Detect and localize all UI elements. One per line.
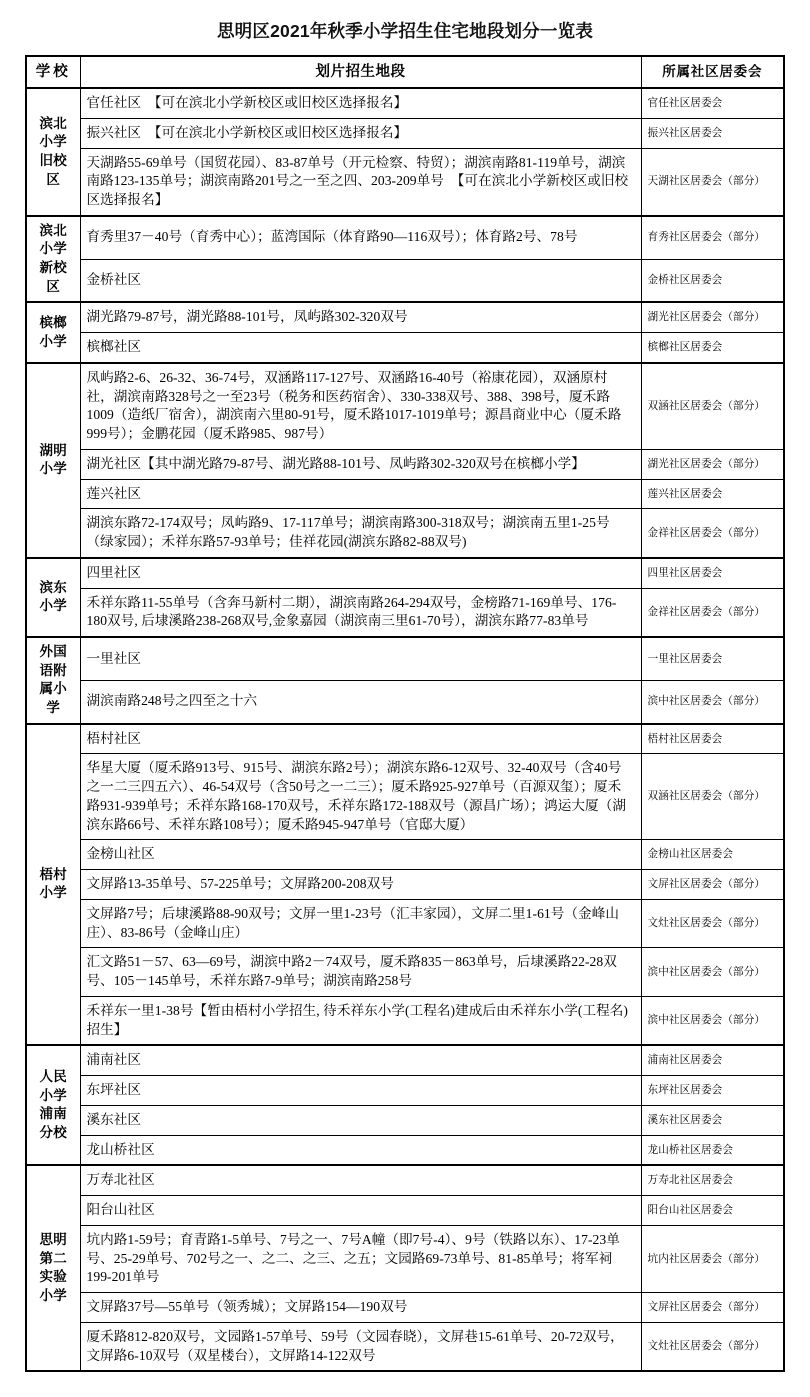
table-row xyxy=(26,118,784,148)
enrollment-zone-cell: 育秀里37－40号（育秀中心）；蓝湾国际（体育路90—116双号）；体育路2号、78号 xyxy=(80,216,641,259)
community-committee-cell: 湖光社区居委会（部分） xyxy=(641,449,784,479)
enrollment-zone-cell: 四里社区 xyxy=(80,558,641,588)
enrollment-zone-cell: 槟榔社区 xyxy=(80,333,641,363)
table-row xyxy=(26,840,784,870)
community-committee-cell: 振兴社区居委会 xyxy=(641,118,784,148)
community-committee-cell: 金榜山社区居委会 xyxy=(641,840,784,870)
school-name-cell: 滨东小学 xyxy=(26,558,80,637)
table-row xyxy=(26,588,784,637)
school-name-cell: 外国语附属小学 xyxy=(26,637,80,724)
enrollment-zone-cell: 金榜山社区 xyxy=(80,840,641,870)
school-name-cell: 人民小学浦南分校 xyxy=(26,1045,80,1165)
enrollment-zone-cell: 文屏路7号；后埭溪路88-90双号；文屏一里1-23号（汇丰家园），文屏二里1-61号（金峰山庄）、83-86号（金峰山庄） xyxy=(80,899,641,948)
table-row xyxy=(26,680,784,723)
community-committee-cell: 四里社区居委会 xyxy=(641,558,784,588)
school-name-cell: 思明第二实验小学 xyxy=(26,1165,80,1371)
enrollment-zone-cell: 湖滨南路248号之四至之十六 xyxy=(80,680,641,723)
table-row xyxy=(26,1135,784,1165)
community-committee-cell: 育秀社区居委会（部分） xyxy=(641,216,784,259)
enrollment-zone-cell: 湖光社区【其中湖光路79-87号、湖光路88-101号、凤屿路302-320双号在槟榔小学】 xyxy=(80,449,641,479)
enrollment-zone-cell: 官任社区 【可在滨北小学新校区或旧校区选择报名】 xyxy=(80,88,641,118)
enrollment-zone-cell: 一里社区 xyxy=(80,637,641,680)
enrollment-zone-cell: 文屏路37号—55单号（领秀城）；文屏路154—190双号 xyxy=(80,1293,641,1323)
enrollment-zone-cell: 浦南社区 xyxy=(80,1045,641,1075)
enrollment-zone-cell: 湖滨东路72-174双号；凤屿路9、17-117单号；湖滨南路300-318双号；湖滨南五里1-25号（绿家园）；禾祥东路57-93单号；佳祥花园(湖滨东路82-88双号) xyxy=(80,509,641,558)
enrollment-zone-cell: 东坪社区 xyxy=(80,1076,641,1106)
table-row xyxy=(26,259,784,302)
page-title: 思明区2021年秋季小学招生住宅地段划分一览表 xyxy=(216,21,594,41)
table-row xyxy=(26,1076,784,1106)
enrollment-zone-cell: 梧村社区 xyxy=(80,724,641,754)
enrollment-zone-cell: 禾祥东路11-55单号（含奔马新村二期），湖滨南路264-294双号，金榜路71-169单号、176-180双号, 后埭溪路238-268双号,金象嘉园（湖滨南三里61-70号），湖滨东路77-83单号 xyxy=(80,588,641,637)
school-name-cell: 槟榔小学 xyxy=(26,302,80,363)
enrollment-zone-cell: 文屏路13-35单号、57-225单号；文屏路200-208双号 xyxy=(80,870,641,900)
community-committee-cell: 文灶社区居委会（部分） xyxy=(641,899,784,948)
table-row xyxy=(26,724,784,754)
enrollment-zone-cell: 坑内路1-59号；育青路1-5单号、7号之一、7号A幢（即7号-4）、9号（铁路以东）、17-23单号、25-29单号、702号之一、之二、之三、之五；文园路69-73单号、81-85单号；将军祠199-201单号 xyxy=(80,1225,641,1292)
school-name-cell: 滨北小学新校区 xyxy=(26,216,80,303)
community-committee-cell: 东坪社区居委会 xyxy=(641,1076,784,1106)
community-committee-cell: 文灶社区居委会（部分） xyxy=(641,1322,784,1371)
community-committee-cell: 滨中社区居委会（部分） xyxy=(641,680,784,723)
column-header-community: 所属社区居委会 xyxy=(641,56,784,88)
table-row xyxy=(26,1196,784,1226)
community-committee-cell: 浦南社区居委会 xyxy=(641,1045,784,1075)
table-row xyxy=(26,1322,784,1371)
table-row xyxy=(26,948,784,997)
table-row xyxy=(26,363,784,450)
enrollment-zone-cell: 湖光路79-87号，湖光路88-101号，凤屿路302-320双号 xyxy=(80,302,641,332)
table-row xyxy=(26,558,784,588)
enrollment-zone-cell: 华星大厦（厦禾路913号、915号、湖滨东路2号）；湖滨东路6-12双号、32-40双号（含40号之一二三四五六）、46-54双号（含50号之一二三）；厦禾路925-927单号（百源双玺）；厦禾路931-939单号；禾祥东路168-170双号，禾祥东路172-188双号（源昌广场）；鸿运大厦（湖滨东路66号、禾祥东路108号）；厦禾路945-947单号（官邸大厦） xyxy=(80,754,641,840)
header-row xyxy=(26,56,784,88)
community-committee-cell: 槟榔社区居委会 xyxy=(641,333,784,363)
table-row xyxy=(26,479,784,509)
table-row xyxy=(26,1105,784,1135)
table-row xyxy=(26,216,784,259)
table-row xyxy=(26,1045,784,1075)
table-row xyxy=(26,333,784,363)
table-row xyxy=(26,996,784,1045)
enrollment-zone-cell: 天湖路55-69单号（国贸花园）、83-87单号（开元检察、特贸）；湖滨南路81-119单号，湖滨南路123-135单号；湖滨南路201号之一至之四、203-209单号 【可在滨北小学新校区或旧校区选择报名】 xyxy=(80,148,641,216)
community-committee-cell: 万寿北社区居委会 xyxy=(641,1165,784,1195)
enrollment-zone-cell: 溪东社区 xyxy=(80,1105,641,1135)
school-name-cell: 滨北小学旧校区 xyxy=(26,88,80,216)
enrollment-zone-cell: 龙山桥社区 xyxy=(80,1135,641,1165)
table-row xyxy=(26,637,784,680)
enrollment-zone-cell: 禾祥东一里1-38号【暂由梧村小学招生, 待禾祥东小学(工程名)建成后由禾祥东小学(工程名)招生】 xyxy=(80,996,641,1045)
school-name-cell: 梧村小学 xyxy=(26,724,80,1046)
table-header xyxy=(26,56,784,88)
enrollment-zone-cell: 厦禾路812-820双号，文园路1-57单号、59号（文园春晓），文屏巷15-61单号、20-72双号，文屏路6-10双号（双星楼台），文屏路14-122双号 xyxy=(80,1322,641,1371)
community-committee-cell: 坑内社区居委会（部分） xyxy=(641,1225,784,1292)
community-committee-cell: 湖光社区居委会（部分） xyxy=(641,302,784,332)
table-row xyxy=(26,449,784,479)
table-row xyxy=(26,1293,784,1323)
table-row xyxy=(26,148,784,216)
community-committee-cell: 溪东社区居委会 xyxy=(641,1105,784,1135)
community-committee-cell: 阳台山社区居委会 xyxy=(641,1196,784,1226)
community-committee-cell: 金祥社区居委会（部分） xyxy=(641,509,784,558)
enrollment-zone-cell: 阳台山社区 xyxy=(80,1196,641,1226)
community-committee-cell: 官任社区居委会 xyxy=(641,88,784,118)
table-row xyxy=(26,1225,784,1292)
community-committee-cell: 龙山桥社区居委会 xyxy=(641,1135,784,1165)
community-committee-cell: 梧村社区居委会 xyxy=(641,724,784,754)
community-committee-cell: 金桥社区居委会 xyxy=(641,259,784,302)
enrollment-zone-cell: 金桥社区 xyxy=(80,259,641,302)
community-committee-cell: 金祥社区居委会（部分） xyxy=(641,588,784,637)
community-committee-cell: 双涵社区居委会（部分） xyxy=(641,754,784,840)
community-committee-cell: 天湖社区居委会（部分） xyxy=(641,148,784,216)
table-row xyxy=(26,1165,784,1195)
table-row xyxy=(26,509,784,558)
enrollment-zone-cell: 万寿北社区 xyxy=(80,1165,641,1195)
table-row xyxy=(26,899,784,948)
enrollment-zone-cell: 莲兴社区 xyxy=(80,479,641,509)
community-committee-cell: 滨中社区居委会（部分） xyxy=(641,996,784,1045)
table-row xyxy=(26,302,784,332)
table-body xyxy=(26,88,784,1371)
table-row xyxy=(26,870,784,900)
column-header-school: 学校 xyxy=(26,56,80,88)
enrollment-zone-cell: 凤屿路2-6、26-32、36-74号，双涵路117-127号、双涵路16-40号（裕康花园），双涵原村社，湖滨南路328号之一至23号（税务和医药宿舍）、330-338双号、388、398号，厦禾路1009（造纸厂宿舍），湖滨南六里80-91号，厦禾路1017-1019单号；源昌商业中心（厦禾路999号）；金鹏花园（厦禾路985、987号） xyxy=(80,363,641,450)
column-header-zone: 划片招生地段 xyxy=(80,56,641,88)
table-row xyxy=(26,88,784,118)
table-row xyxy=(26,754,784,840)
school-name-cell: 湖明小学 xyxy=(26,363,80,558)
enrollment-zone-cell: 振兴社区 【可在滨北小学新校区或旧校区选择报名】 xyxy=(80,118,641,148)
community-committee-cell: 文屏社区居委会（部分） xyxy=(641,870,784,900)
community-committee-cell: 一里社区居委会 xyxy=(641,637,784,680)
enrollment-zone-cell: 汇文路51－57、63—69号，湖滨中路2－74双号，厦禾路835－863单号，后埭溪路22-28双号、105－145单号，禾祥东路7-9单号；湖滨南路258号 xyxy=(80,948,641,997)
school-enrollment-table xyxy=(25,55,785,1372)
community-committee-cell: 双涵社区居委会（部分） xyxy=(641,363,784,450)
community-committee-cell: 文屏社区居委会（部分） xyxy=(641,1293,784,1323)
community-committee-cell: 滨中社区居委会（部分） xyxy=(641,948,784,997)
community-committee-cell: 莲兴社区居委会 xyxy=(641,479,784,509)
